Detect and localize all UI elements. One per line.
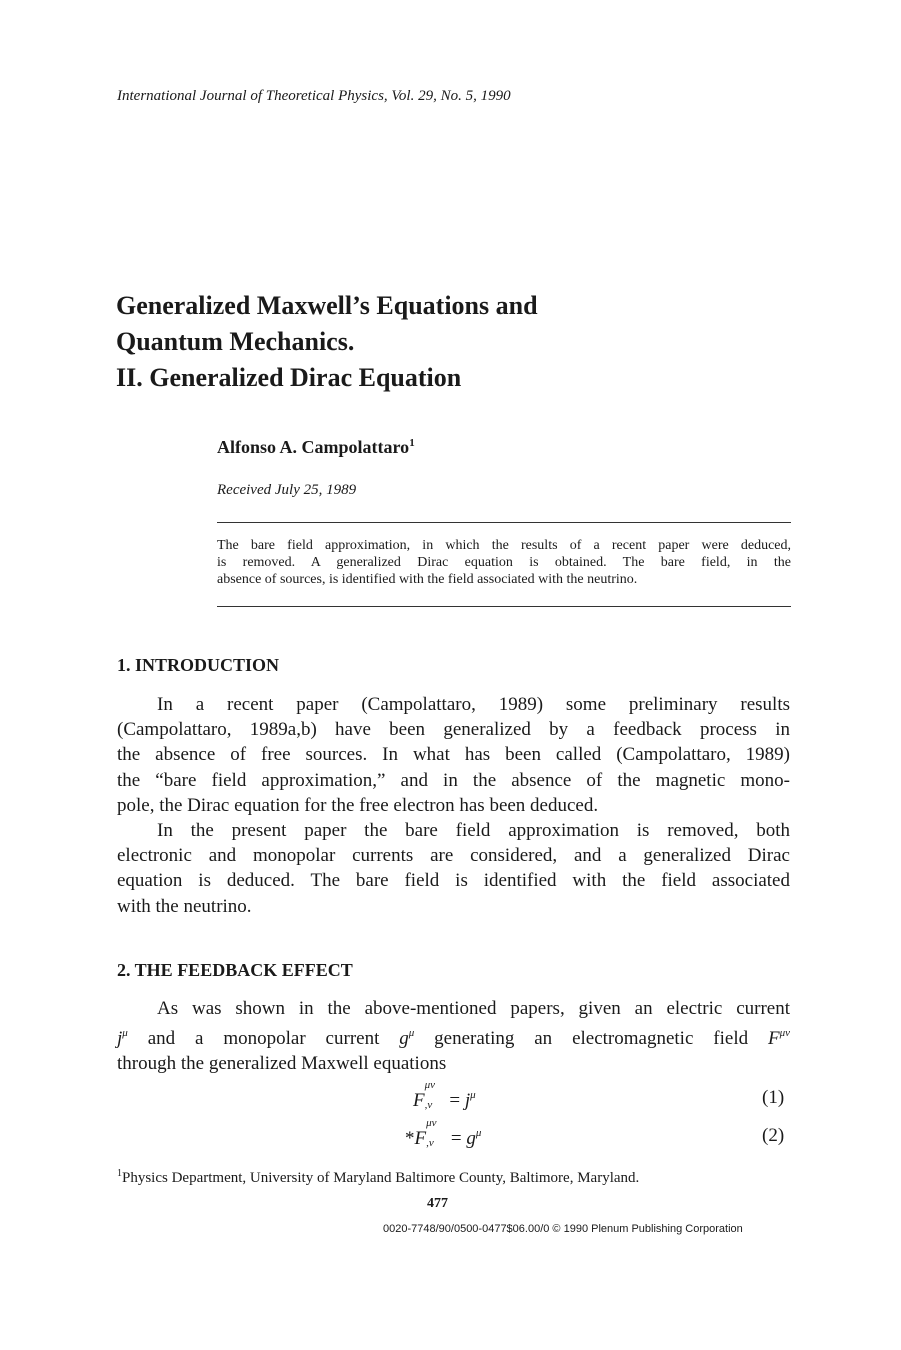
- text-line: the absence of free sources. In what has been called (Campolattaro, 1989): [117, 744, 790, 766]
- text-line: equation is deduced. The bare field is identified with the field associated: [117, 870, 790, 892]
- text-line: As was shown in the above-mentioned papers, given an electric current: [157, 998, 790, 1019]
- eq-rhs-sup: μ: [475, 1127, 482, 1139]
- equation-2-number: (2): [762, 1125, 785, 1146]
- math-g: g: [399, 1028, 409, 1050]
- text-line: In the present paper the bare field approximation is removed, both: [157, 820, 790, 842]
- eq-lhs: F: [413, 1090, 425, 1111]
- feedback-text: [117, 996, 790, 1077]
- eq-rhs-sup: μ: [470, 1089, 476, 1101]
- eq-lhs-sub: ,ν: [426, 1137, 434, 1149]
- eq-lhs-sup: μν: [424, 1079, 436, 1091]
- abstract-top-rule: [217, 522, 791, 523]
- eq-indices: [426, 1117, 446, 1149]
- footnote-mark: 1: [117, 1168, 122, 1179]
- text-line: In a recent paper (Campolattaro, 1989) some preliminary results: [157, 694, 790, 715]
- author-name: Alfonso A. Campolattaro: [217, 437, 410, 457]
- text-fragment: and a monopolar current: [127, 1028, 400, 1050]
- author-footnote-mark: 1: [409, 437, 415, 449]
- math-F-sup: μν: [779, 1027, 790, 1040]
- eq-indices: [424, 1079, 445, 1111]
- equation-1-number: (1): [762, 1087, 785, 1108]
- section-1-heading: 1. INTRODUCTION: [117, 655, 280, 675]
- text-line: the “bare field approximation,” and in the absence of the magnetic mono-: [117, 769, 790, 791]
- copyright-line: 0020-7748/90/0500-0477$06.00/0 © 1990 Plenum Publishing Corporation: [383, 1223, 743, 1235]
- abstract-line-2: is removed. A generalized Dirac equation is obtained. The bare field, in the: [217, 555, 791, 570]
- math-j-sup: μ: [122, 1027, 128, 1040]
- eq-lhs-sup: μν: [426, 1117, 437, 1129]
- section-2-heading: 2. THE FEEDBACK EFFECT: [117, 960, 353, 980]
- introduction-text: [117, 692, 790, 919]
- text-line: through the generalized Maxwell equations: [117, 1053, 447, 1075]
- eq-lhs: F: [414, 1128, 427, 1149]
- eq-lhs-sub: ,ν: [424, 1099, 433, 1111]
- text-fragment: generating an electromagnetic field: [414, 1028, 768, 1050]
- title-line-2: Quantum Mechanics.: [116, 327, 355, 356]
- text-line: (Campolattaro, 1989a,b) have been generalized by a feedback process in: [117, 719, 790, 741]
- title-line-1: Generalized Maxwell’s Equations and: [116, 291, 538, 320]
- footnote: [117, 1168, 639, 1187]
- equation-2: [405, 1117, 482, 1150]
- text-line: with the neutrino.: [117, 895, 252, 917]
- journal-header: International Journal of Theoretical Physics, Vol. 29, No. 5, 1990: [117, 88, 511, 104]
- abstract: [217, 537, 791, 588]
- eq-equals: =: [446, 1128, 467, 1149]
- math-j: j: [117, 1028, 123, 1050]
- eq-rhs: j: [464, 1090, 471, 1111]
- math-g-sup: μ: [408, 1027, 415, 1040]
- text-line: electronic and monopolar currents are considered, and a generalized Dirac: [117, 845, 790, 867]
- footnote-text: Physics Department, University of Maryland Baltimore County, Baltimore, Maryland.: [122, 1170, 640, 1186]
- text-line: pole, the Dirac equation for the free electron has been deduced.: [117, 794, 599, 816]
- eq-equals: =: [444, 1090, 465, 1111]
- title-line-3: II. Generalized Dirac Equation: [116, 363, 462, 392]
- received-date: Received July 25, 1989: [217, 482, 357, 498]
- abstract-line-3: absence of sources, is identified with the field associated with the neutrino.: [217, 572, 638, 587]
- math-F: F: [767, 1028, 780, 1050]
- equation-1: [413, 1079, 476, 1112]
- eq-star: *: [405, 1128, 415, 1149]
- eq-rhs: g: [466, 1128, 476, 1149]
- abstract-bottom-rule: [217, 606, 791, 607]
- page-number: 477: [427, 1196, 448, 1211]
- paper-title: [116, 288, 538, 396]
- text-line-with-math: [117, 1021, 790, 1051]
- abstract-line-1: The bare field approximation, in which the results of a recent paper were deduced,: [217, 538, 791, 553]
- author: [217, 437, 415, 458]
